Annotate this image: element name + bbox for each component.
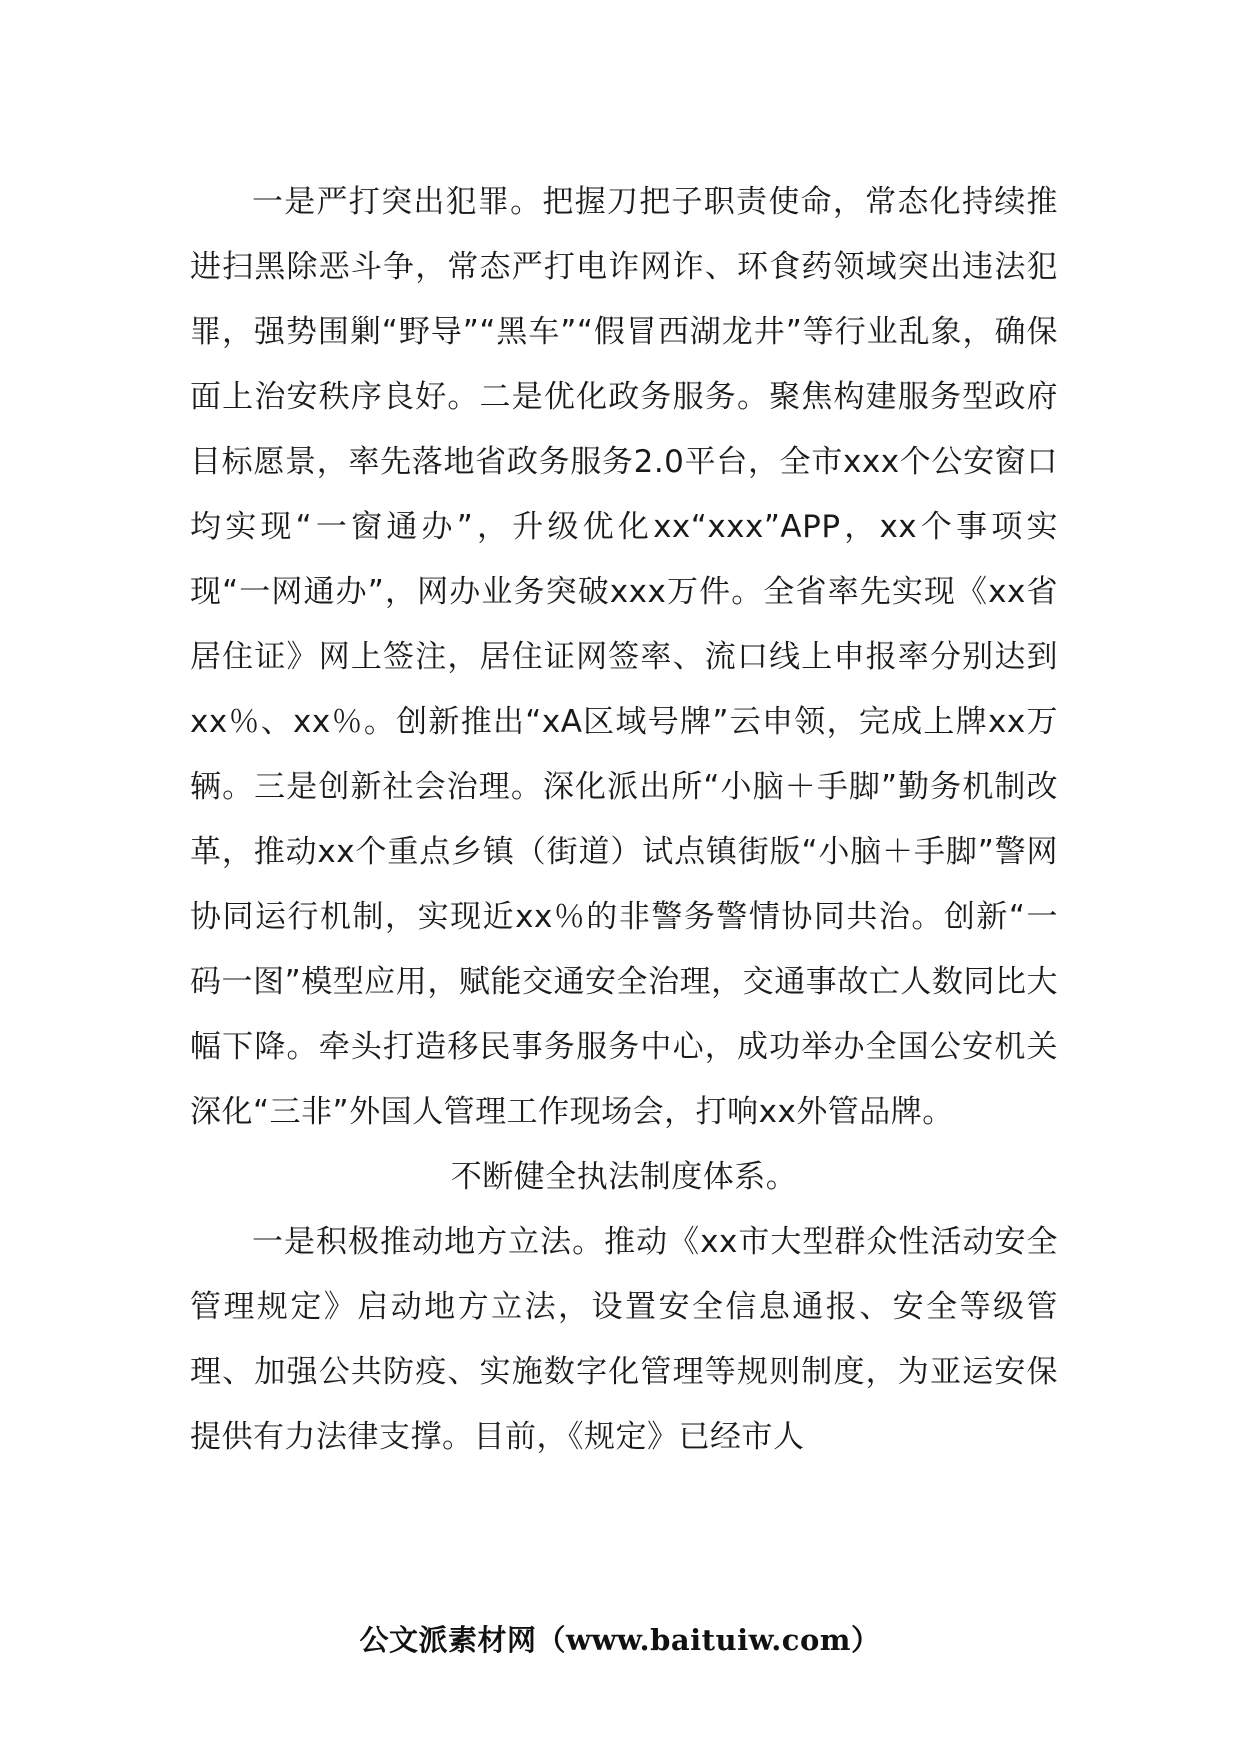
body-paragraph: 一是严打突出犯罪。把握刀把子职责使命，常态化持续推进扫黑除恶斗争，常态严打电诈网诈、环食药领域突出违法犯罪，强势围剿“野导”“黑车”“假冒西湖龙井”等行业乱象，确保面上治安秩序良好。二是优化政务服务。聚焦构建服务型政府目标愿景，率先落地省政务服务2.0平台，全市xxx个公安窗口均实现“一窗通办”，升级优化xx“xxx”APP，xx个事项实现“一网通办”，网办业务突破xxx万件。全省率先实现《xx省居住证》网上签注，居住证网签率、流口线上申报率分别达到xx％、xx％。创新推出“xA区域号牌”云申领，完成上牌xx万辆。三是创新社会治理。深化派出所“小脑＋手脚”勤务机制改革，推动xx个重点乡镇（街道）试点镇街版“小脑＋手脚”警网协同运行机制，实现近xx％的非警务警情协同共治。创新“一码一图”模型应用，赋能交通安全治理，交通事故亡人数同比大幅下降。牵头打造移民事务服务中心，成功举办全国公安机关深化“三非”外国人管理工作现场会，打响xx外管品牌。 — [190, 184, 1058, 1130]
footer-watermark: 公文派素材网（www.baituiw.com） — [359, 1623, 881, 1657]
section-heading: 不断健全执法制度体系。 — [450, 1159, 798, 1195]
body-paragraph: 一是积极推动地方立法。推动《xx市大型群众性活动安全管理规定》启动地方立法，设置安全信息通报、安全等级管理、加强公共防疫、实施数字化管理等规则制度，为亚运安保提供有力法律支撑。目前，《规定》已经市人 — [190, 1224, 1058, 1455]
document-body — [190, 170, 1058, 1470]
